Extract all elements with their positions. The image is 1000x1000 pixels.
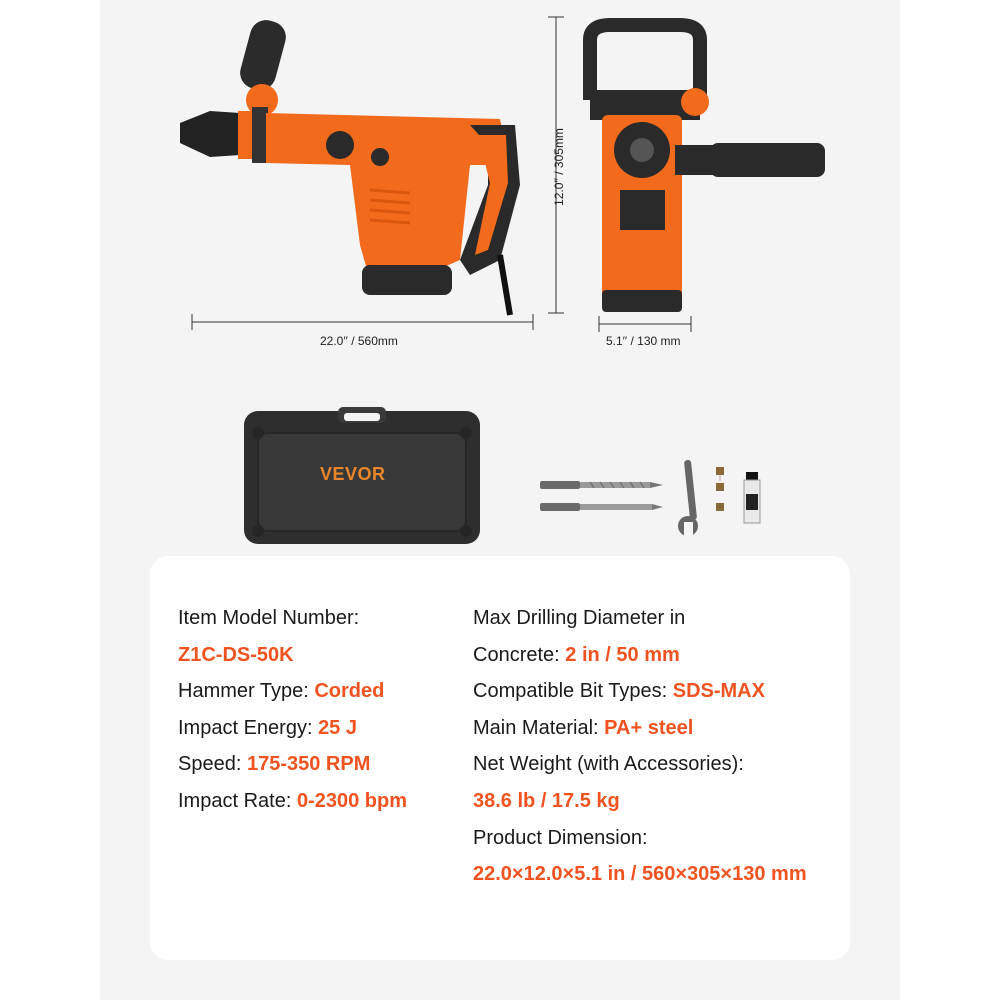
width-dimension-line [597,314,693,334]
length-label: 22.0′′ / 560mm [320,334,398,348]
chisel-bit [540,500,665,514]
height-label: 12.0′′ / 305mm [551,128,566,206]
spec-line [473,820,807,857]
spec-label: Impact Rate: [178,789,297,812]
spec-line [178,746,407,783]
spec-line [473,856,807,893]
spec-value: 25 J [318,716,357,739]
spec-line [178,710,407,747]
spec-line [473,783,807,820]
spec-label: Concrete: [473,643,566,666]
spec-label: Max Drilling Diameter in [473,607,686,629]
spec-value: Corded [314,680,385,703]
spec-line [178,783,407,820]
spec-line [178,600,407,637]
specs-left-column [178,600,407,820]
rotary-hammer-front-view [580,20,830,320]
spec-value: 175-350 RPM [246,753,371,776]
spec-value: SDS-MAX [672,680,765,703]
vevor-logo: VEVOR [320,464,386,484]
spec-line [473,637,807,674]
spec-line [473,673,807,710]
spec-label: Impact Energy: [178,716,319,739]
grease-tube [742,470,762,525]
spec-value: 38.6 lb / 17.5 kg [473,789,620,812]
spec-label: Speed: [178,753,247,776]
spec-label: Product Dimension: [473,826,648,849]
spec-line [178,673,407,710]
spec-line [473,710,807,747]
spec-label: Item Model Number: [178,607,360,629]
spec-label: Hammer Type: [178,680,315,703]
spec-value: 2 in / 50 mm [565,643,680,666]
specs-right-column [473,600,807,893]
spec-label: Net Weight (with Accessories): [473,753,744,776]
rotary-hammer-side-view [170,15,530,315]
spec-label: Main Material: [473,716,605,739]
drill-bit [540,478,665,492]
spec-line [473,600,807,637]
length-dimension-line [190,312,535,332]
spec-label: Compatible Bit Types: [473,680,673,703]
width-label: 5.1′′ / 130 mm [606,334,681,348]
spec-value: PA+ steel [604,716,694,739]
spec-line [178,637,407,674]
carbon-brushes [712,465,728,525]
spec-line [473,746,807,783]
spec-value: 0-2300 bpm [296,789,407,812]
specifications-card [150,556,850,960]
spec-value: 22.0×12.0×5.1 in / 560×305×130 mm [473,863,807,886]
spec-value: Z1C-DS-50K [178,643,294,666]
wrench [678,458,702,540]
